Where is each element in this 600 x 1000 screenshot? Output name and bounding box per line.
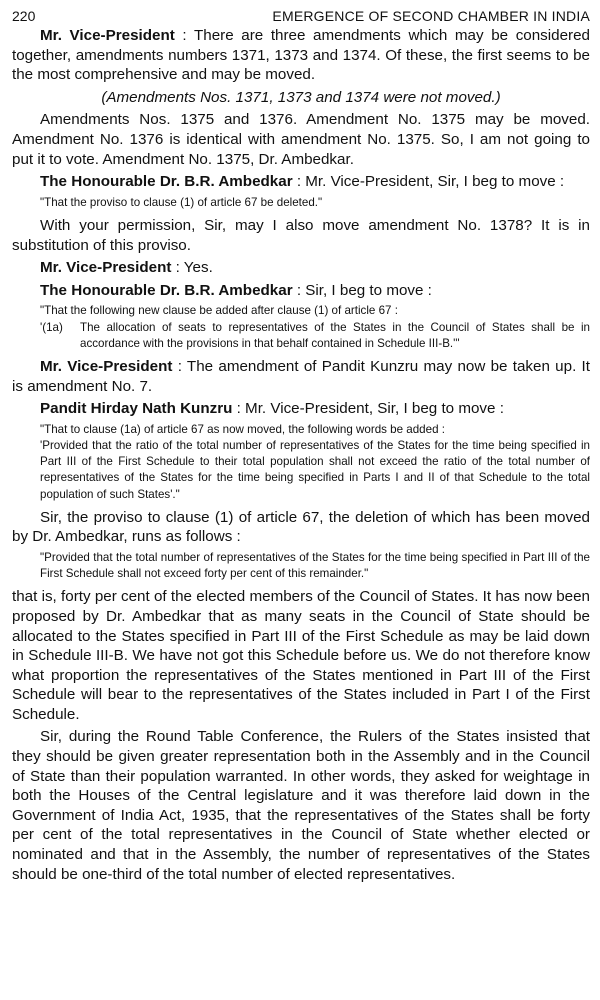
speech-text: : Sir, I beg to move : bbox=[292, 281, 432, 299]
paragraph-forty-per-cent: that is, forty per cent of the elected members of the Council of States. It has now been proposed by Dr. Ambedkar that as many seats in the Council of State should be allocated to the States specified in Part III of the First Schedule as may be laid down in Schedule III-B. We have not got this Schedule before us. We do not therefore know what proportion the representatives of the States mentioned in Part III of the First Schedule will bear to the representatives of the States included in Part I of the First Schedule. bbox=[12, 588, 590, 723]
page-header bbox=[12, 4, 590, 26]
speaker-name: Mr. Vice-President bbox=[40, 357, 173, 375]
paragraph-proviso-intro: Sir, the proviso to clause (1) of article 67, the deletion of which has been moved by Dr. Ambedkar, runs as follows : bbox=[12, 508, 590, 546]
paragraph-round-table: Sir, during the Round Table Conference, the Rulers of the States insisted that they should be given greater representation both in the Assembly and in the Council of State than their population warranted. In other words, they asked for weightage in both the Houses of the Central legislature and it was therefore laid down in the Government of India Act, 1935, that the representatives of the States shall be forty per cent of the total representatives in the Council of State whether elected or nominated and that in the Assembly, the number of representatives of the States should be one-third of the total number of elected representatives. bbox=[12, 728, 590, 883]
quote-text: "That the proviso to clause (1) of article 67 be deleted." bbox=[40, 195, 323, 209]
paragraph-ambedkar-1 bbox=[12, 172, 590, 192]
paragraph-vice-president-2 bbox=[12, 258, 590, 278]
quoted-proviso bbox=[40, 550, 590, 582]
speaker-name: Pandit Hirday Nath Kunzru bbox=[40, 400, 233, 418]
speech-text: : Mr. Vice-President, Sir, I beg to move : bbox=[232, 400, 504, 418]
paragraph-kunzru bbox=[12, 399, 590, 419]
book-page bbox=[12, 0, 590, 887]
quoted-amendment-2 bbox=[40, 303, 590, 352]
paragraph-vice-president-1 bbox=[12, 26, 590, 85]
clause-text: The allocation of seats to representatives of the States in the Council of States shall be in accordance with the provisions in that behalf contained in Schedule III-B.'" bbox=[80, 320, 590, 350]
quote-line: "That to clause (1a) of article 67 as now moved, the following words be added : bbox=[40, 422, 445, 436]
clause-item bbox=[40, 320, 590, 352]
speech-text: : There are three amendments which may be considered together, amendments numbers 1371, 1373 and 1374. Of these, the first seems to be the most comprehensive and may be moved. bbox=[12, 27, 590, 84]
quote-text: "Provided that the total number of representatives of the States for the time being specified in Part III of the First Schedule shall not exceed forty per cent of this remainder." bbox=[40, 550, 590, 581]
paragraph-vice-president-3 bbox=[12, 357, 590, 396]
speaker-name: The Honourable Dr. B.R. Ambedkar bbox=[40, 173, 293, 191]
speech-text: : Yes. bbox=[171, 259, 213, 277]
quoted-amendment-1 bbox=[40, 195, 590, 211]
quoted-amendment-3 bbox=[40, 422, 590, 503]
page-body bbox=[12, 26, 590, 884]
quote-line: 'Provided that the ratio of the total number of representatives of the States for the time being specified in Part III of the First Schedule to their total population shall not exceed the ratio of the total number of representatives of the States for the time being specified in Parts I and II of that Schedule to the total population of such States'." bbox=[40, 438, 590, 501]
running-title: EMERGENCE OF SECOND CHAMBER IN INDIA bbox=[272, 8, 590, 24]
speaker-name: The Honourable Dr. B.R. Ambedkar bbox=[40, 281, 293, 299]
paragraph-amendments: Amendments Nos. 1375 and 1376. Amendment No. 1375 may be moved. Amendment No. 1376 is identical with amendment No. 1375. So, I am not going to put it to vote. Amendment No. 1375, Dr. Ambedkar. bbox=[12, 111, 590, 168]
quote-line: "That the following new clause be added after clause (1) of article 67 : bbox=[40, 304, 398, 318]
speaker-name: Mr. Vice-President bbox=[40, 259, 172, 277]
speech-text: : Mr. Vice-President, Sir, I beg to move : bbox=[292, 173, 565, 191]
paragraph-permission: With your permission, Sir, may I also move amendment No. 1378? It is in substitution of this proviso. bbox=[12, 216, 590, 254]
paragraph-ambedkar-2 bbox=[12, 281, 590, 301]
speaker-name: Mr. Vice-President bbox=[40, 27, 175, 44]
page-number: 220 bbox=[12, 8, 36, 24]
clause-label: '(1a) bbox=[40, 320, 63, 334]
speech-text: : The amendment of Pandit Kunzru may now be taken up. It is amendment No. 7. bbox=[12, 357, 590, 395]
procedural-note: (Amendments Nos. 1371, 1373 and 1374 were not moved.) bbox=[101, 88, 501, 106]
